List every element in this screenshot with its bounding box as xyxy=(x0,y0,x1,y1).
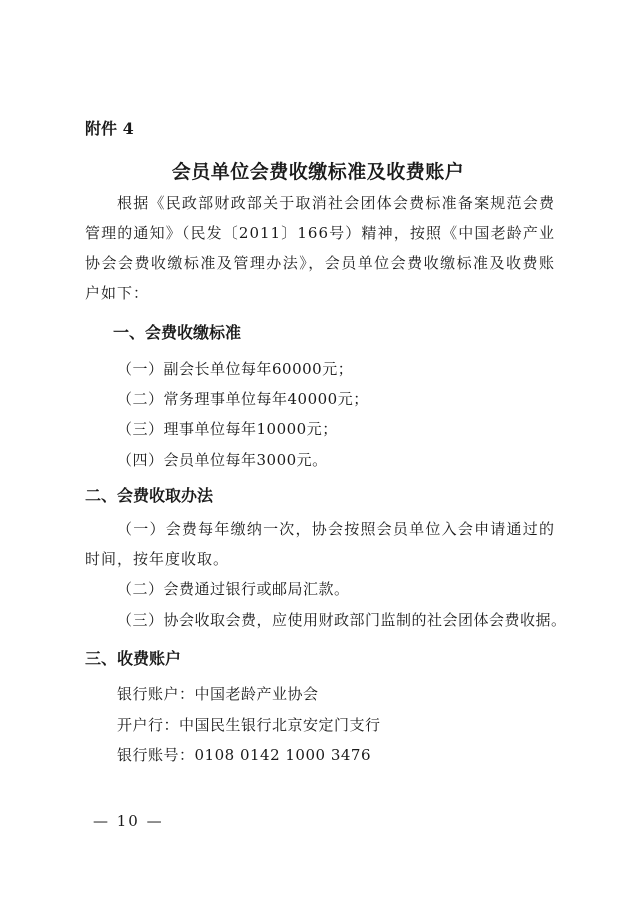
fee-item-vice-president: （一）副会长单位每年60000元； xyxy=(117,360,354,378)
fee-item-member: （四）会员单位每年3000元。 xyxy=(117,451,328,469)
account-number: 银行账号：0108 0142 1000 3476 xyxy=(117,746,372,764)
fee-item-director: （三）理事单位每年10000元； xyxy=(117,420,338,438)
section-heading-account: 三、收费账户 xyxy=(85,649,182,668)
document-title: 会员单位会费收缴标准及收费账户 xyxy=(171,161,465,183)
method-item-annual: （一）会费每年缴纳一次，协会按照会员单位入会申请通过的时间，按年度收取。 xyxy=(85,520,555,568)
section-heading-collection-method: 二、会费收取办法 xyxy=(85,486,214,505)
fee-item-standing-director: （二）常务理事单位每年40000元； xyxy=(117,390,369,408)
page-number: — 10 — xyxy=(93,812,164,830)
attachment-label: 附件 4 xyxy=(85,119,134,138)
method-item-receipt: （三）协会收取会费，应使用财政部门监制的社会团体会费收据。 xyxy=(117,611,567,629)
section-heading-fee-standard: 一、会费收缴标准 xyxy=(113,323,242,342)
account-bank: 开户行：中国民生银行北京安定门支行 xyxy=(117,716,381,734)
method-item-remittance: （二）会费通过银行或邮局汇款。 xyxy=(117,580,350,598)
intro-paragraph: 根据《民政部财政部关于取消社会团体会费标准备案规范会费管理的通知》（民发〔2011〕166号）精神，按照《中国老龄产业协会会费收缴标准及管理办法》，会员单位会费收缴标准及收费账户如下： xyxy=(85,194,555,302)
account-name: 银行账户：中国老龄产业协会 xyxy=(117,685,319,703)
